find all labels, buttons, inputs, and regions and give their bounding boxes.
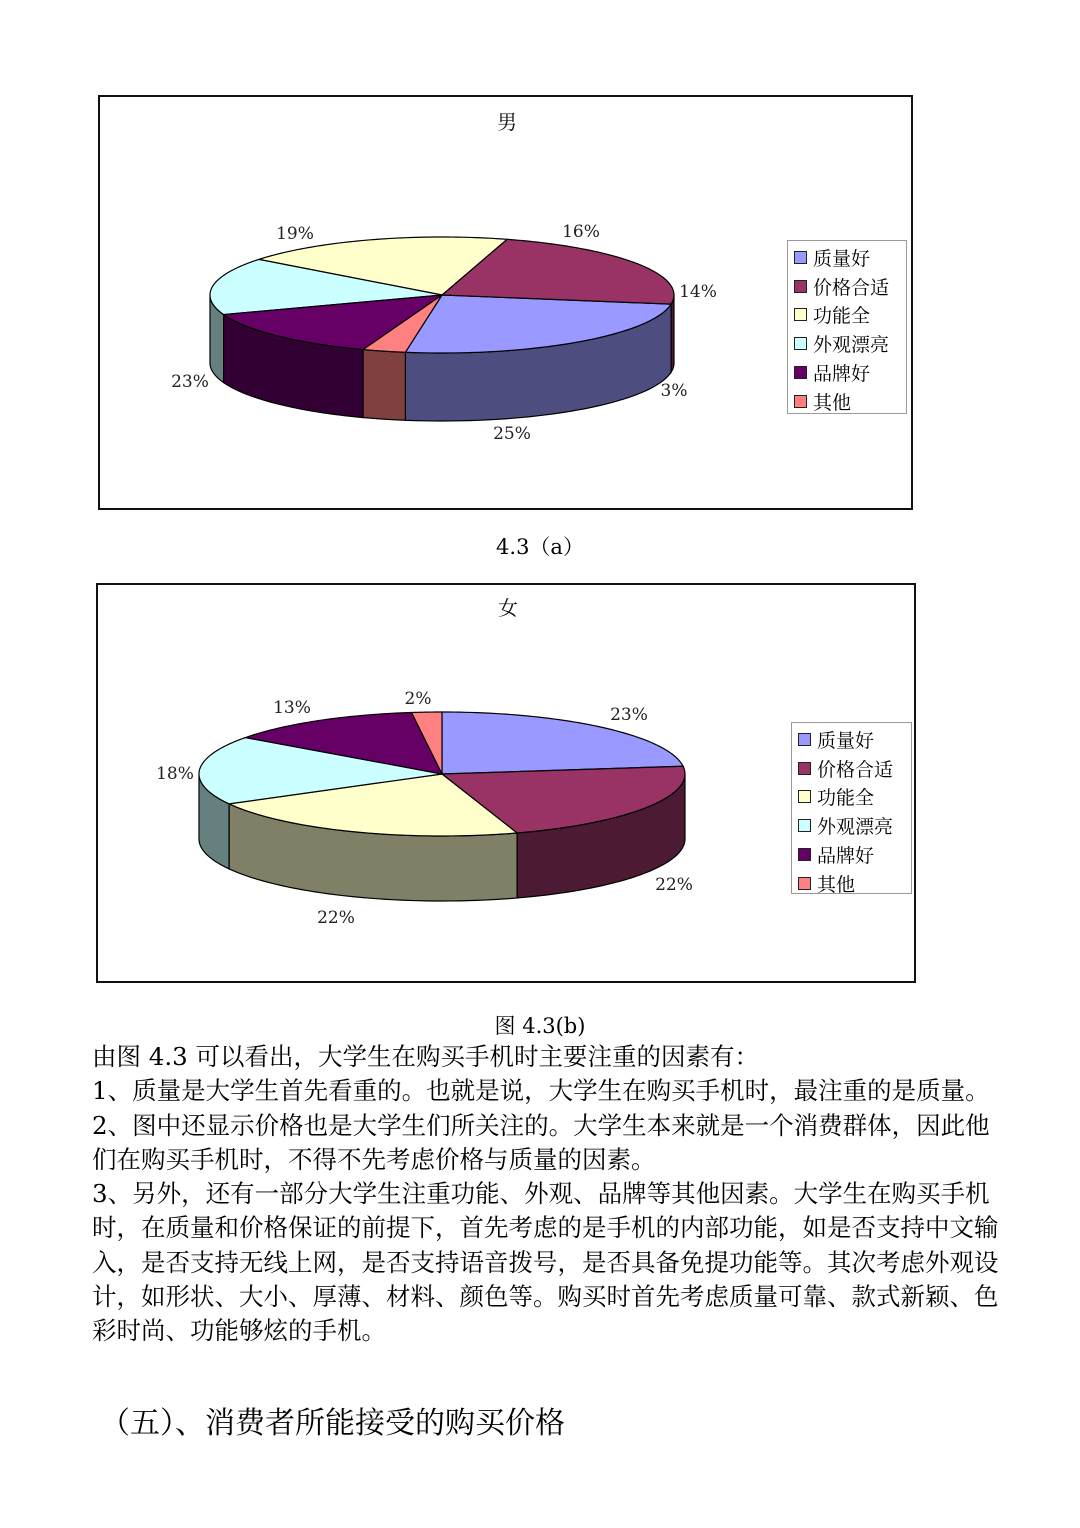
legend-male bbox=[787, 240, 907, 414]
legend-item bbox=[798, 869, 905, 898]
data-label: 23% bbox=[171, 372, 209, 392]
data-label: 18% bbox=[156, 764, 194, 784]
legend-item bbox=[798, 783, 905, 812]
pie-chart-male bbox=[98, 95, 913, 510]
legend-item bbox=[794, 358, 900, 387]
legend-label: 品牌好 bbox=[817, 845, 875, 868]
chart-title: 男 bbox=[497, 110, 517, 134]
data-label: 22% bbox=[317, 908, 355, 928]
legend-label: 品牌好 bbox=[813, 363, 871, 386]
pie-chart-female bbox=[96, 583, 916, 983]
legend-swatch bbox=[794, 251, 807, 264]
pie-slice-side bbox=[671, 295, 674, 372]
legend-item bbox=[798, 840, 905, 869]
data-label: 2% bbox=[404, 689, 432, 709]
legend-item bbox=[794, 329, 900, 358]
legend-swatch bbox=[794, 337, 807, 350]
data-label: 14% bbox=[679, 282, 717, 302]
paragraph: 3、另外，还有一部分大学生注重功能、外观、品牌等其他因素。大学生在购买手机时，在质量和价格保证的前提下，首先考虑的是手机的内部功能，如是否支持中文输入，是否支持无线上网，是否支持语音拨号，是否具备免提功能等。其次考虑外观设计，如形状、大小、厚薄、材料、颜色等。购买时首先考虑质量可靠、款式新颖、色彩时尚、功能够炫的手机。 bbox=[92, 1179, 999, 1346]
legend-label: 价格合适 bbox=[817, 758, 894, 781]
paragraph: 由图 4.3 可以看出，大学生在购买手机时主要注重的因素有： bbox=[92, 1042, 760, 1071]
legend-swatch bbox=[794, 280, 807, 293]
paragraph: 2、图中还显示价格也是大学生们所关注的。大学生本来就是一个消费群体，因此他们在购买手机时，不得不先考虑价格与质量的因素。 bbox=[92, 1110, 990, 1174]
data-label: 23% bbox=[610, 705, 648, 725]
figure-caption-b: 图 4.3(b) bbox=[494, 1014, 586, 1038]
figure-caption-a: 4.3（a） bbox=[496, 535, 584, 559]
legend-label: 质量好 bbox=[817, 729, 875, 752]
legend-swatch bbox=[794, 366, 807, 379]
paragraph: 1、质量是大学生首先看重的。也就是说，大学生在购买手机时，最注重的是质量。 bbox=[92, 1076, 990, 1106]
legend-label: 质量好 bbox=[813, 247, 871, 270]
legend-item bbox=[794, 243, 900, 272]
legend-swatch bbox=[798, 848, 811, 861]
legend-label: 价格合适 bbox=[813, 276, 890, 299]
legend-item bbox=[798, 725, 905, 754]
legend-swatch bbox=[798, 819, 811, 832]
section-heading: （五）、消费者所能接受的购买价格 bbox=[100, 1406, 565, 1441]
legend-swatch bbox=[798, 733, 811, 746]
legend-label: 功能全 bbox=[817, 787, 875, 810]
legend-label: 其他 bbox=[813, 391, 852, 414]
chart-title: 女 bbox=[498, 596, 518, 620]
legend-item bbox=[798, 754, 905, 783]
legend-label: 外观漂亮 bbox=[817, 816, 894, 839]
data-label: 3% bbox=[660, 381, 688, 401]
data-label: 19% bbox=[276, 224, 314, 244]
data-label: 16% bbox=[562, 222, 600, 242]
legend-swatch bbox=[798, 877, 811, 890]
data-label: 22% bbox=[655, 875, 693, 895]
legend-label: 其他 bbox=[817, 873, 856, 896]
legend-item bbox=[794, 301, 900, 330]
data-label: 13% bbox=[273, 698, 311, 718]
legend-item bbox=[794, 272, 900, 301]
legend-swatch bbox=[794, 308, 807, 321]
legend-swatch bbox=[794, 395, 807, 408]
legend-swatch bbox=[798, 762, 811, 775]
legend-item bbox=[794, 387, 900, 416]
legend-female bbox=[791, 722, 912, 894]
pie-slice-side bbox=[363, 350, 405, 421]
data-label: 25% bbox=[493, 424, 531, 444]
legend-item bbox=[798, 811, 905, 840]
legend-label: 功能全 bbox=[813, 305, 871, 328]
body-text bbox=[92, 1040, 1012, 1349]
legend-label: 外观漂亮 bbox=[813, 334, 890, 357]
legend-swatch bbox=[798, 790, 811, 803]
